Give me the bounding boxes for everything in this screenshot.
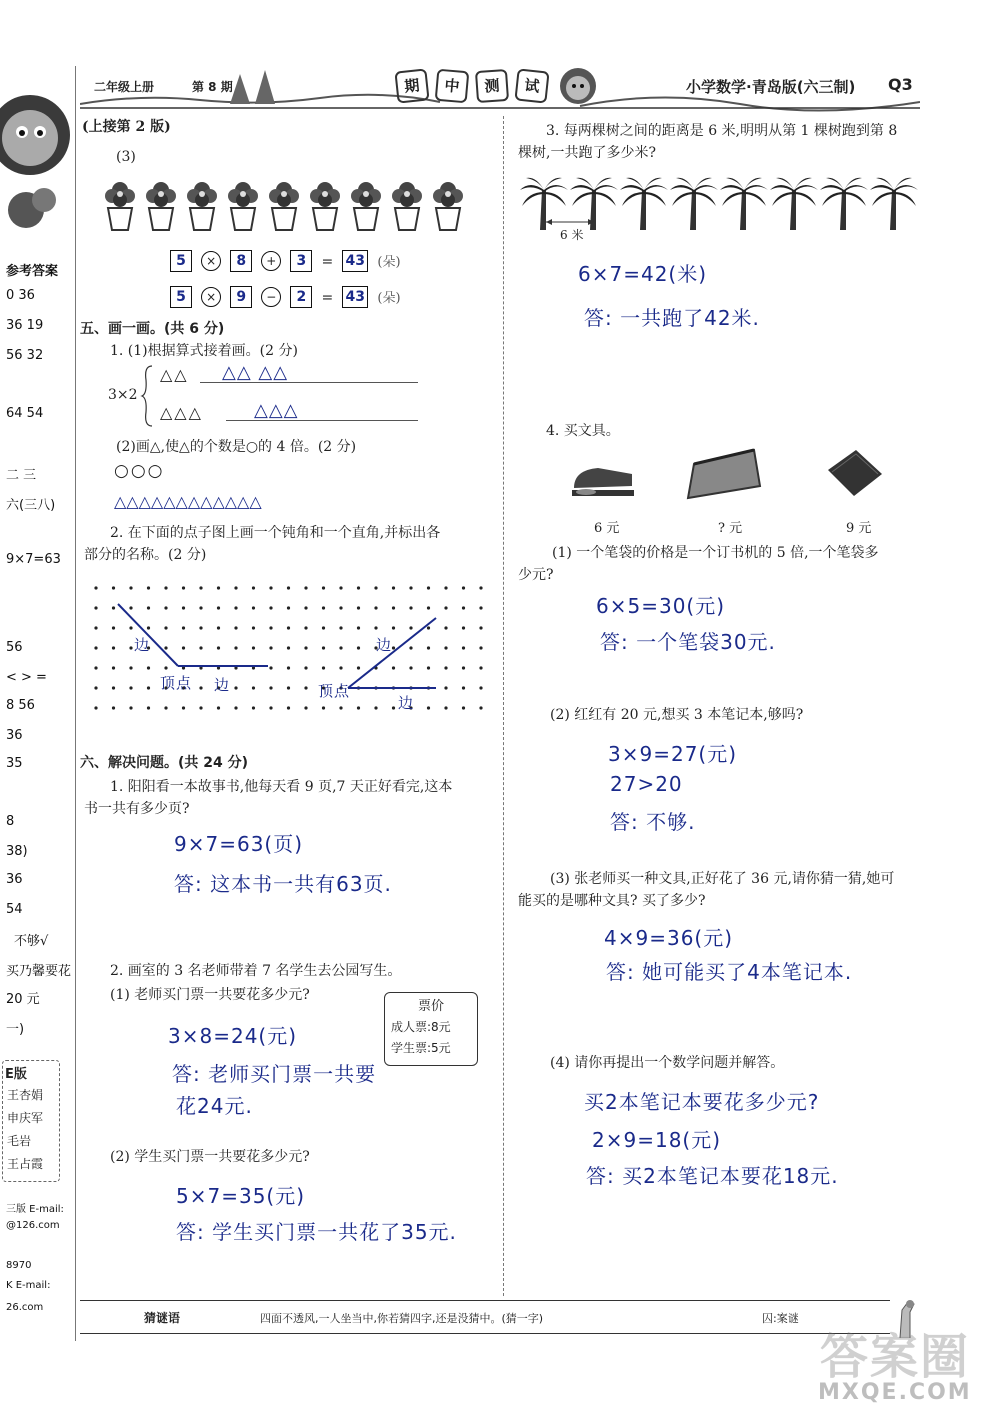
continued-label: (上接第 2 版) [82, 119, 171, 135]
grid-dot [462, 706, 465, 709]
r-q4-4-answer: 答: 买2本笔记本要花18元. [586, 1164, 839, 1188]
grid-dot [304, 586, 307, 589]
strip-item: 38) [6, 844, 28, 859]
grid-dot [304, 686, 307, 689]
grid-dot [129, 686, 132, 689]
grid-dot [462, 646, 465, 649]
grid-dot [287, 606, 290, 609]
s6-q2a-calc: 3×8=24(元) [168, 1024, 298, 1048]
grid-dot [357, 646, 360, 649]
grid-dot [252, 686, 255, 689]
strip-item: 买乃馨要花 [6, 964, 72, 979]
eq-operator: × [201, 287, 221, 307]
grid-dot [252, 706, 255, 709]
s5-row1-drawn: △△ △△ [222, 362, 289, 383]
grid-dot [182, 646, 185, 649]
grid-dot [287, 706, 290, 709]
grid-dot [147, 666, 150, 669]
s6-q2: 2. 画室的 3 名老师带着 7 名学生去公园写生。 [110, 963, 402, 979]
grid-dot [94, 646, 97, 649]
grid-dot [444, 666, 447, 669]
grid-dot [479, 606, 482, 609]
eq-box: 8 [230, 250, 252, 272]
grid-dot [234, 706, 237, 709]
grid-dot [392, 666, 395, 669]
grid-dot [392, 706, 395, 709]
eq-box: 9 [230, 286, 252, 308]
contact-line: @126.com [6, 1220, 60, 1231]
s6-q2a: (1) 老师买门票一共要花多少元? [110, 987, 310, 1003]
grid-dot [287, 666, 290, 669]
equation-2: 5 × 9 − 2 = 43 (朵) [170, 286, 405, 310]
grid-dot [199, 686, 202, 689]
s6-q1-line1: 1. 阳阳看一本故事书,他每天看 9 页,7 天正好看完,这本 [110, 779, 453, 795]
r-q4-2-calc1: 3×9=27(元) [608, 742, 738, 766]
strip-item: 20 元 [6, 992, 40, 1007]
tree-gap-label: 6 米 [560, 228, 584, 242]
grid-dot [287, 626, 290, 629]
strip-item: 36 [6, 728, 23, 743]
grid-dot [444, 606, 447, 609]
r-q4-4-question: 买2本笔记本要花多少元? [584, 1090, 820, 1114]
grid-dot [129, 586, 132, 589]
grid-dot [304, 646, 307, 649]
banner-char: 试 [514, 68, 549, 103]
eq-result-box: 43 [342, 250, 368, 272]
grid-dot [129, 646, 132, 649]
grid-dot [112, 586, 115, 589]
grid-dot [339, 646, 342, 649]
grid-dot [427, 626, 430, 629]
notebook-icon [824, 448, 884, 498]
grid-dot [269, 686, 272, 689]
contact-line: 三版 E-mail: [6, 1204, 64, 1215]
grid-dot [304, 606, 307, 609]
grid-dot [94, 706, 97, 709]
grid-dot [129, 666, 132, 669]
grid-dot [322, 626, 325, 629]
grid-dot [199, 606, 202, 609]
grid-dot [94, 606, 97, 609]
grid-dot [182, 586, 185, 589]
s5-triangles-drawn: △△△△△△△△△△△△ [114, 492, 262, 511]
s6-q2b: (2) 学生买门票一共要花多少元? [110, 1149, 310, 1165]
lion-head-icon [558, 66, 598, 106]
eq-box: 5 [170, 250, 192, 272]
grid-dot [462, 686, 465, 689]
pencil-case-price: ? 元 [718, 521, 743, 536]
subject-label: 小学数学·青岛版(六三制) [686, 78, 856, 96]
grid-dot [129, 606, 132, 609]
strip-item: 9×7=63 [6, 552, 61, 567]
r-q3-calc: 6×7=42(米) [578, 262, 708, 286]
left-answer-strip [0, 66, 76, 1341]
grid-dot [129, 626, 132, 629]
editor-name: 王占霞 [7, 1157, 44, 1171]
s6-q2b-calc: 5×7=35(元) [176, 1184, 306, 1208]
grid-dot [427, 586, 430, 589]
grid-dot [269, 606, 272, 609]
grid-dot [94, 666, 97, 669]
grid-dot [129, 706, 132, 709]
r-q3-answer: 答: 一共跑了42米. [584, 306, 760, 330]
grid-dot [392, 606, 395, 609]
grid-dot [94, 686, 97, 689]
grid-dot [234, 586, 237, 589]
grid-dot [94, 626, 97, 629]
grid-dot [479, 686, 482, 689]
grid-dot [94, 586, 97, 589]
strip-item: 0 36 [6, 288, 35, 303]
grid-dot [164, 626, 167, 629]
grid-dot [479, 666, 482, 669]
grid-dot [339, 706, 342, 709]
eq-box: 3 [290, 250, 312, 272]
grid-dot [322, 666, 325, 669]
flower-pots-illustration [100, 176, 470, 234]
footer-label: 猜谜语 [144, 1311, 181, 1325]
r-q3-line1: 3. 每两棵树之间的距离是 6 米,明明从第 1 棵树跑到第 8 [546, 123, 898, 139]
grid-dot [287, 646, 290, 649]
grid-dot [269, 626, 272, 629]
grid-dot [444, 706, 447, 709]
editors-title: E版 [5, 1067, 27, 1082]
eq-result-box: 43 [342, 286, 368, 308]
r-q4-3-line2: 能买的是哪种文具? 买了多少? [518, 893, 706, 909]
contact-line: 8970 [6, 1260, 32, 1271]
r-q4-4-calc: 2×9=18(元) [592, 1128, 722, 1152]
s5-q2-line2: 部分的名称。(2 分) [84, 547, 207, 563]
grid-dot [287, 586, 290, 589]
grid-dot [357, 586, 360, 589]
dot-label-edge: 边 [134, 636, 151, 654]
stapler-price: 6 元 [594, 521, 620, 536]
grid-dot [444, 686, 447, 689]
grid-dot [409, 606, 412, 609]
strip-item: 64 54 [6, 406, 44, 421]
equation-1: 5 × 8 + 3 = 43 (朵) [170, 250, 405, 274]
dot-label-edge: 边 [398, 694, 415, 712]
ticket-title: 票价 [417, 999, 444, 1014]
grid-dot [234, 606, 237, 609]
grid-dot [409, 626, 412, 629]
grid-dot [199, 646, 202, 649]
r-q4-2-answer: 答: 不够. [610, 810, 696, 834]
grid-dot [199, 586, 202, 589]
banner-char: 测 [475, 69, 509, 103]
grid-dot [217, 706, 220, 709]
grid-dot [252, 626, 255, 629]
page-header [80, 64, 920, 114]
grid-dot [269, 646, 272, 649]
grid-dot [199, 626, 202, 629]
grid-dot [322, 586, 325, 589]
grid-dot [112, 686, 115, 689]
grid-dot [234, 626, 237, 629]
stapler-icon [568, 460, 638, 500]
grid-dot [217, 586, 220, 589]
eq-unit: (朵) [377, 254, 401, 270]
strip-item: 35 [6, 756, 23, 771]
lion-mascot-icon [0, 80, 72, 230]
grid-dot [147, 626, 150, 629]
page-code: Q3 [888, 75, 913, 94]
r-q4-1-calc: 6×5=30(元) [596, 594, 726, 618]
grid-dot [164, 666, 167, 669]
footer-answer: 囚:案谜 [762, 1312, 799, 1325]
strip-item: 54 [6, 902, 23, 917]
grid-dot [112, 626, 115, 629]
grid-dot [444, 626, 447, 629]
grid-dot [479, 626, 482, 629]
grid-dot [462, 586, 465, 589]
strip-item: 8 56 [6, 698, 35, 713]
section-6-title: 六、解决问题。(共 24 分) [80, 755, 249, 771]
eq-operator: × [201, 251, 221, 271]
grid-dot [374, 606, 377, 609]
grid-dot [182, 606, 185, 609]
grid-dot [339, 626, 342, 629]
grid-dot [252, 586, 255, 589]
grid-dot [462, 606, 465, 609]
s5-row1-given: △△ [160, 365, 189, 384]
r-q4-3-line1: (3) 张老师买一种文具,正好花了 36 元,请你猜一猜,她可 [550, 871, 895, 887]
grid-dot [444, 586, 447, 589]
s6-q2b-answer: 答: 学生买门票一共花了35元. [176, 1220, 457, 1244]
grid-dot [357, 626, 360, 629]
banner-char: 中 [435, 69, 470, 104]
grid-dot [234, 686, 237, 689]
strip-item: 参考答案 [6, 264, 59, 279]
grid-dot [409, 666, 412, 669]
grid-dot [112, 606, 115, 609]
footer-riddle: 四面不透风,一人坐当中,你若猜四字,还是没猜中。(猜一字) [260, 1312, 544, 1325]
s5-row2-drawn: △△△ [254, 400, 299, 421]
grid-dot [339, 586, 342, 589]
grid-dot [234, 646, 237, 649]
strip-item: 36 19 [6, 318, 44, 333]
grid-dot [322, 646, 325, 649]
grid-dot [427, 646, 430, 649]
contact-line: 26.com [6, 1302, 44, 1313]
eq-box: 2 [290, 286, 312, 308]
grid-dot [427, 606, 430, 609]
grid-dot [392, 626, 395, 629]
issue-label: 第 8 期 [192, 80, 233, 94]
editor-name: 王杏娟 [7, 1088, 44, 1102]
r-q4-2-calc2: 27>20 [610, 772, 683, 796]
grid-dot [322, 706, 325, 709]
grid-dot [147, 586, 150, 589]
editors-box [2, 1060, 60, 1182]
grid-dot [374, 706, 377, 709]
grid-dot [147, 606, 150, 609]
grade-label: 二年级上册 [94, 80, 155, 94]
s6-q1-calc: 9×7=63(页) [174, 832, 304, 856]
grid-dot [164, 646, 167, 649]
s5-circles: ○○○ [114, 461, 165, 481]
dot-label-vertex: 顶点 [160, 674, 193, 692]
grid-dot [112, 646, 115, 649]
pencil-case-icon [684, 446, 764, 506]
grid-dot [147, 706, 150, 709]
dot-label-edge: 边 [376, 636, 393, 654]
grid-dot [322, 606, 325, 609]
r-q4-1-answer: 答: 一个笔袋30元. [600, 630, 776, 654]
s5-q2-line1: 2. 在下面的点子图上画一个钝角和一个直角,并标出各 [110, 525, 441, 541]
r-q3-line2: 棵树,一共跑了多少米? [518, 145, 656, 161]
editor-name: 申庆军 [7, 1111, 44, 1125]
grid-dot [269, 586, 272, 589]
grid-dot [339, 606, 342, 609]
s6-q2a-answer-2: 花24元. [176, 1094, 253, 1118]
r-q4-2: (2) 红红有 20 元,想买 3 本笔记本,够吗? [550, 707, 804, 723]
strip-item: 六(三八) [6, 498, 56, 513]
grid-dot [427, 666, 430, 669]
watermark-logo: 答案圈 [820, 1329, 971, 1385]
brace-icon [140, 364, 154, 428]
strip-item: 56 32 [6, 348, 44, 363]
grid-dot [392, 586, 395, 589]
grid-dot [182, 626, 185, 629]
s6-q1-answer: 答: 这本书一共有63页. [174, 872, 392, 896]
ticket-student: 学生票:5元 [391, 1041, 451, 1055]
strip-item: < > = [6, 670, 47, 685]
ticket-price-box [384, 992, 478, 1066]
grid-dot [479, 706, 482, 709]
grid-dot [164, 606, 167, 609]
grid-dot [147, 686, 150, 689]
grid-dot [112, 666, 115, 669]
grid-dot [164, 586, 167, 589]
dot-label-vertex: 顶点 [318, 682, 351, 700]
grid-dot [217, 646, 220, 649]
r-q4-1-line1: (1) 一个笔袋的价格是一个订书机的 5 倍,一个笔袋多 [552, 545, 879, 561]
eq-operator: − [261, 287, 281, 307]
r-q4-4: (4) 请你再提出一个数学问题并解答。 [550, 1055, 785, 1071]
strip-item: 36 [6, 872, 23, 887]
s5-row2-given: △△△ [160, 403, 203, 422]
r-q4-title: 4. 买文具。 [546, 423, 620, 439]
grid-dot [112, 706, 115, 709]
grid-dot [164, 706, 167, 709]
grid-dot [199, 706, 202, 709]
grid-dot [409, 586, 412, 589]
dot-label-edge: 边 [214, 676, 231, 694]
r-q4-1-line2: 少元? [518, 567, 554, 583]
strip-item: 8 [6, 814, 15, 829]
strip-item: 不够√ [14, 934, 49, 949]
grid-dot [374, 626, 377, 629]
grid-dot [304, 626, 307, 629]
eq-box: 5 [170, 286, 192, 308]
eq-unit: (朵) [377, 290, 401, 306]
ticket-adult: 成人票:8元 [391, 1020, 451, 1034]
s5-q1: 1. (1)根据算式接着画。(2 分) [110, 343, 298, 359]
grid-dot [374, 586, 377, 589]
grid-dot [357, 706, 360, 709]
grid-dot [479, 586, 482, 589]
grid-dot [339, 666, 342, 669]
grid-dot [462, 626, 465, 629]
grid-dot [392, 646, 395, 649]
editor-name: 毛岩 [7, 1134, 32, 1148]
grid-dot [479, 646, 482, 649]
grid-dot [357, 666, 360, 669]
strip-item: 一) [6, 1022, 25, 1037]
footer-bar [80, 1300, 890, 1334]
grid-dot [252, 646, 255, 649]
grid-dot [304, 706, 307, 709]
strip-item: 56 [6, 640, 23, 655]
section-5-title: 五、画一画。(共 6 分) [80, 321, 225, 337]
banner-char: 期 [394, 68, 429, 103]
grid-dot [217, 626, 220, 629]
column-divider [503, 116, 504, 1296]
grid-dot [252, 606, 255, 609]
grid-dot [287, 686, 290, 689]
s5-expr: 3×2 [108, 387, 138, 403]
grid-dot [357, 606, 360, 609]
grid-dot [409, 646, 412, 649]
r-q4-3-calc: 4×9=36(元) [604, 926, 734, 950]
s6-q1-line2: 书一共有多少页? [84, 801, 190, 817]
exam-banner [396, 70, 548, 102]
grid-dot [304, 666, 307, 669]
grid-dot [269, 706, 272, 709]
grid-dot [269, 666, 272, 669]
grid-dot [217, 606, 220, 609]
contact-line: K E-mail: [6, 1280, 51, 1291]
q3-label: (3) [116, 149, 136, 165]
grid-dot [462, 666, 465, 669]
watermark-url: MXQE.COM [818, 1380, 972, 1405]
strip-item: 二 三 [6, 468, 37, 483]
s5-q1b: (2)画△,使△的个数是○的 4 倍。(2 分) [116, 439, 357, 455]
r-q4-3-answer: 答: 她可能买了4本笔记本. [606, 960, 853, 984]
s6-q2a-answer-1: 答: 老师买门票一共要 [172, 1062, 377, 1086]
grid-dot [182, 706, 185, 709]
grid-dot [444, 646, 447, 649]
eq-operator: + [261, 251, 281, 271]
notebook-price: 9 元 [846, 521, 872, 536]
grid-dot [427, 706, 430, 709]
